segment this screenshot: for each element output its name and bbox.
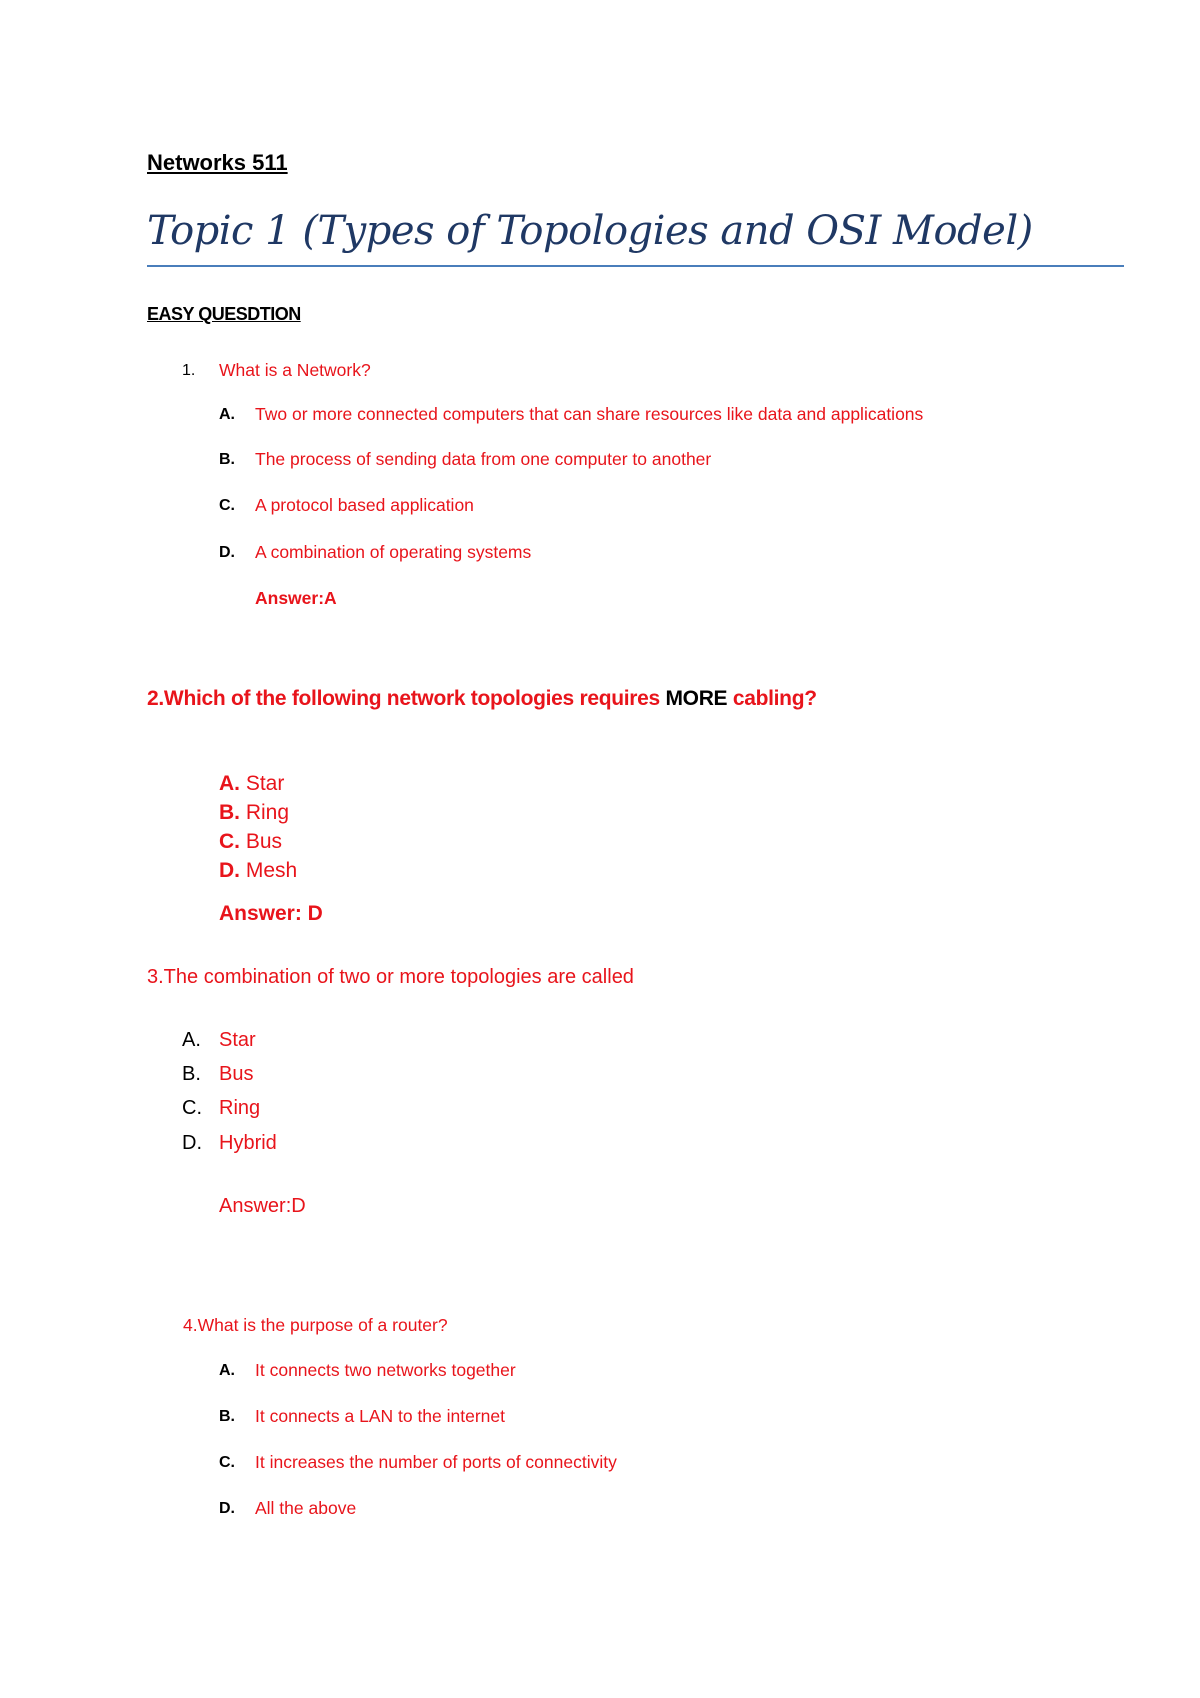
option-row — [219, 772, 284, 796]
question-text-end: cabling? — [727, 687, 817, 710]
option-text: It connects a LAN to the internet — [255, 1406, 506, 1426]
question-number: 1. — [182, 362, 196, 379]
option-letter: D. — [219, 544, 235, 561]
option-text: Bus — [240, 830, 283, 853]
option-letter: B. — [182, 1063, 201, 1085]
option-text: A combination of operating systems — [255, 542, 532, 562]
option-letter: C. — [219, 1454, 235, 1471]
option-letter: D. — [219, 859, 240, 882]
section-heading: EASY QUESDTION — [147, 304, 301, 324]
emphasis-word: MORE — [665, 687, 728, 710]
question-text: What is a Network? — [219, 360, 371, 380]
option-letter: A. — [182, 1029, 201, 1051]
option-text: Mesh — [240, 859, 298, 882]
option-letter: A. — [219, 406, 235, 423]
option-text: It connects two networks together — [255, 1360, 516, 1380]
option-text: Bus — [219, 1063, 254, 1085]
option-row — [219, 801, 289, 825]
question-4-text: 4.What is the purpose of a router? — [183, 1315, 448, 1335]
answer-text: Answer:D — [219, 1195, 306, 1217]
option-letter: A. — [219, 772, 240, 795]
option-row — [219, 859, 297, 883]
option-text: Star — [240, 772, 285, 795]
option-text: It increases the number of ports of connectivity — [255, 1452, 617, 1472]
option-text: The process of sending data from one computer to another — [255, 449, 712, 469]
question-2-text — [147, 687, 817, 711]
option-letter: A. — [219, 1362, 235, 1379]
answer-text: Answer:A — [255, 588, 337, 608]
course-heading: Networks 511 — [147, 150, 288, 175]
option-letter: B. — [219, 801, 240, 824]
title-divider — [147, 265, 1124, 267]
option-letter: B. — [219, 451, 235, 468]
option-letter: D. — [182, 1132, 202, 1154]
page-title: Topic 1 (Types of Topologies and OSI Model) — [147, 208, 1033, 254]
option-text: A protocol based application — [255, 495, 474, 515]
option-row — [219, 830, 282, 854]
option-text: Ring — [219, 1097, 261, 1119]
option-text: Ring — [240, 801, 290, 824]
option-text: Two or more connected computers that can share resources like data and applications — [255, 404, 924, 424]
question-3-text: 3.The combination of two or more topologies are called — [147, 966, 634, 988]
option-text: All the above — [255, 1498, 357, 1518]
question-number: 2. — [147, 687, 164, 710]
question-text-start: Which of the following network topologies requires — [163, 687, 666, 710]
answer-text: Answer: D — [219, 902, 323, 925]
option-letter: C. — [219, 830, 240, 853]
option-letter: B. — [219, 1408, 235, 1425]
option-text: Star — [219, 1029, 256, 1051]
option-text: Hybrid — [219, 1132, 277, 1154]
option-letter: D. — [219, 1500, 235, 1517]
option-letter: C. — [219, 497, 235, 514]
option-letter: C. — [182, 1097, 202, 1119]
